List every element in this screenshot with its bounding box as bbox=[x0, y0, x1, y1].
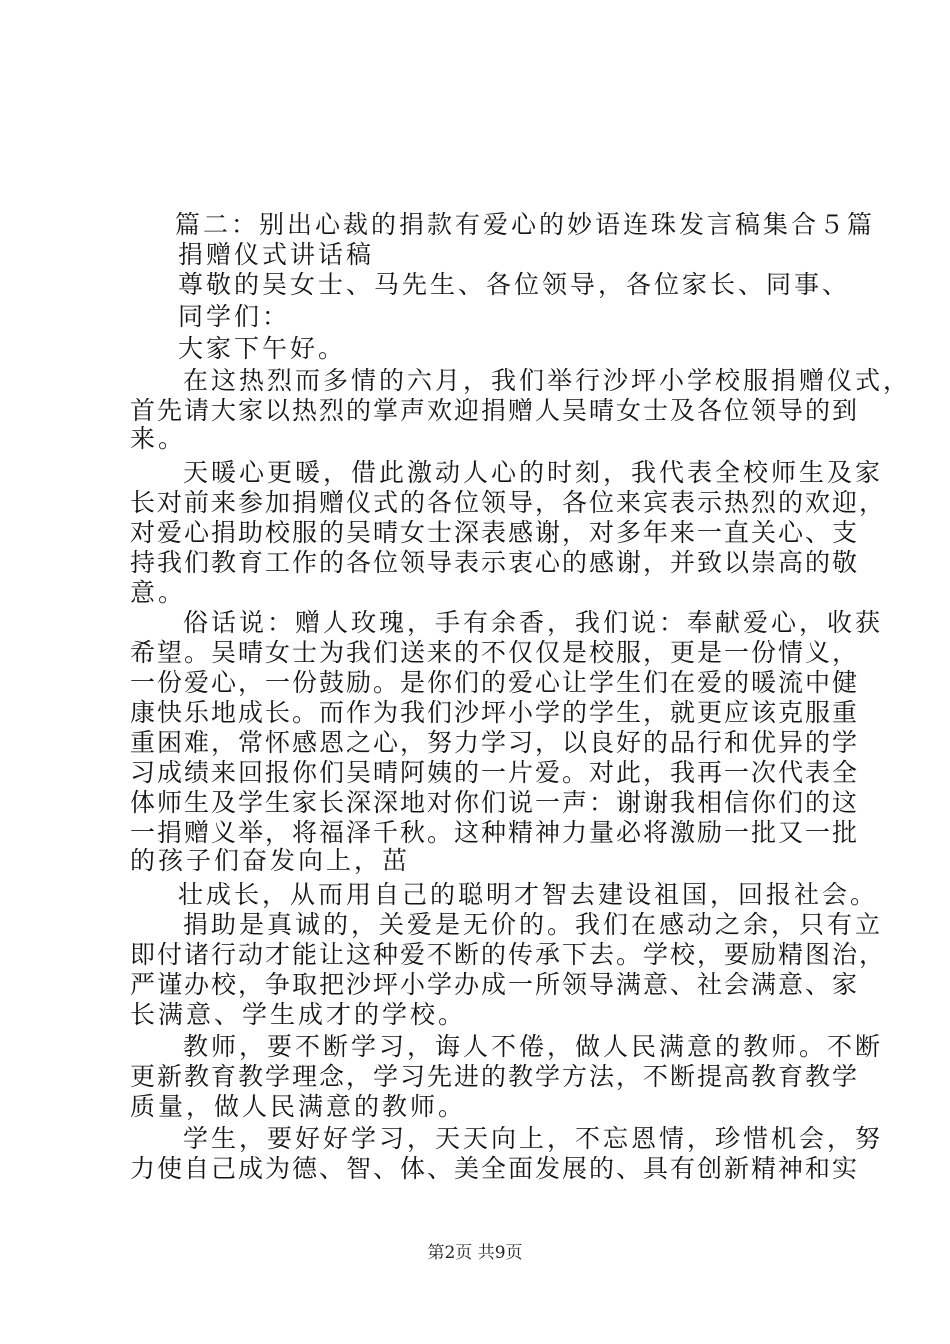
body-text-line: 来。 bbox=[130, 424, 187, 453]
body-text-line: 壮成长，从而用自己的聪明才智去建设祖国，回报社会。 bbox=[178, 880, 879, 909]
body-text-line: 一捐赠义举，将福泽千秋。这种精神力量必将激励一批又一批 bbox=[130, 818, 860, 847]
body-text-line: 即付诸行动才能让这种爱不断的传承下去。学校，要励精图治， bbox=[130, 940, 887, 969]
salutation-line: 同学们： bbox=[178, 302, 291, 331]
speech-title: 捐赠仪式讲话稿 bbox=[178, 240, 375, 269]
greeting-line: 大家下午好。 bbox=[178, 334, 347, 363]
body-text-line: 在这热烈而多情的六月，我们举行沙坪小学校服捐赠仪式， bbox=[183, 366, 912, 395]
body-text-line: 俗话说：赠人玫瑰，手有余香，我们说：奉献爱心，收获 bbox=[183, 608, 884, 637]
body-text-line: 首先请大家以热烈的掌声欢迎捐赠人吴晴女士及各位领导的到 bbox=[130, 396, 860, 425]
body-text-line: 力使自己成为德、智、体、美全面发展的、具有创新精神和实 bbox=[130, 1154, 860, 1183]
body-text-line: 持我们教育工作的各位领导表示衷心的感谢，并致以崇高的敬 bbox=[130, 548, 860, 577]
body-text-line: 学生，要好好学习，天天向上，不忘恩情，珍惜机会，努 bbox=[183, 1124, 884, 1153]
body-text-line: 习成绩来回报你们吴晴阿姨的一片爱。对此，我再一次代表全 bbox=[130, 758, 860, 787]
page-number-footer: 第2页 共9页 bbox=[427, 1243, 523, 1263]
salutation-line: 尊敬的吴女士、马先生、各位领导，各位家长、同事、 bbox=[178, 270, 851, 299]
body-text-line: 教师，要不断学习，诲人不倦，做人民满意的教师。不断 bbox=[183, 1032, 884, 1061]
body-text-line: 意。 bbox=[130, 578, 187, 607]
body-text-line: 对爱心捐助校服的吴晴女士深表感谢，对多年来一直关心、支 bbox=[130, 518, 860, 547]
body-text-line: 严谨办校，争取把沙坪小学办成一所领导满意、社会满意、家 bbox=[130, 970, 860, 999]
body-text-line: 质量，做人民满意的教师。 bbox=[130, 1092, 467, 1121]
body-text-line: 康快乐地成长。而作为我们沙坪小学的学生，就更应该克服重 bbox=[130, 698, 860, 727]
body-text-line: 的孩子们奋发向上，茁 bbox=[130, 846, 411, 875]
body-text-line: 捐助是真诚的，关爱是无价的。我们在感动之余，只有立 bbox=[183, 910, 884, 939]
body-text-line: 天暖心更暖，借此激动人心的时刻，我代表全校师生及家 bbox=[183, 458, 884, 487]
body-text-line: 更新教育教学理念，学习先进的教学方法，不断提高教育教学 bbox=[130, 1062, 860, 1091]
body-text-line: 体师生及学生家长深深地对你们说一声：谢谢我相信你们的这 bbox=[130, 788, 860, 817]
section-heading: 篇二：别出心裁的捐款有爱心的妙语连珠发言稿集合５篇 bbox=[175, 210, 876, 239]
body-text-line: 长对前来参加捐赠仪式的各位领导，各位来宾表示热烈的欢迎， bbox=[130, 488, 887, 517]
body-text-line: 一份爱心，一份鼓励。是你们的爱心让学生们在爱的暖流中健 bbox=[130, 668, 860, 697]
body-text-line: 希望。吴晴女士为我们送来的不仅仅是校服，更是一份情义， bbox=[130, 638, 860, 667]
body-text-line: 长满意、学生成才的学校。 bbox=[130, 1000, 467, 1029]
body-text-line: 重困难，常怀感恩之心，努力学习，以良好的品行和优异的学 bbox=[130, 728, 860, 757]
